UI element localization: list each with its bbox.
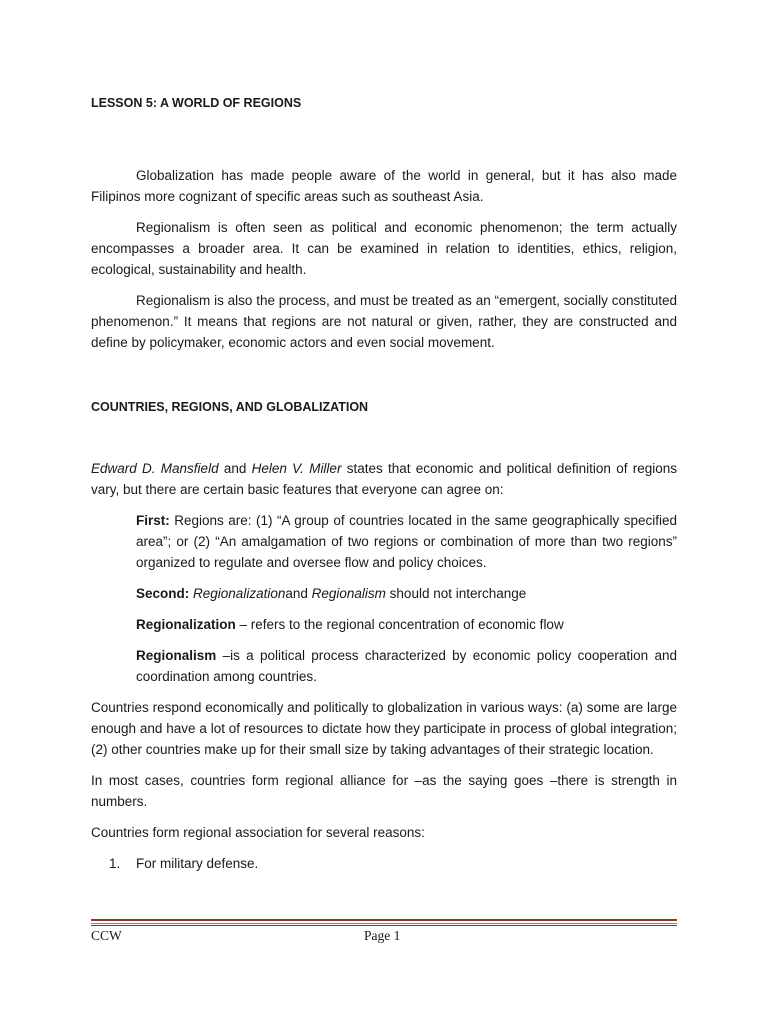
first-feature — [136, 510, 677, 573]
list-item — [109, 853, 677, 874]
second-text: should not interchange — [385, 586, 527, 601]
footer-rule-line — [91, 923, 677, 924]
intro-paragraph-1: Globalization has made people aware of the world in general, but it has also made Filipinos more cognizant of specific areas such as southeast Asia. — [91, 168, 677, 204]
mansfield-and: and — [218, 461, 252, 476]
second-term-regionalization: Regionalization — [193, 586, 286, 601]
author-mansfield: Edward D. Mansfield — [91, 461, 219, 476]
mansfield-text: states that economic and political definition of regions vary, but there are certain basic features that everyone can agree on: — [91, 461, 677, 497]
list-item-text: For military defense. — [136, 856, 259, 871]
section-title: COUNTRIES, REGIONS, AND GLOBALIZATION — [91, 400, 369, 414]
countries-respond-paragraph: Countries respond economically and politically to globalization in various ways: (a) some are large enough and have a lot of resources to dictate how they participate in process of global integration; (2) other countries make up for their small size by taking advantages of their strategic location. — [91, 700, 677, 757]
second-feature — [136, 583, 677, 604]
regionalism-definition — [136, 645, 677, 687]
mansfield-paragraph — [91, 458, 677, 500]
regionalism-label: Regionalism — [136, 648, 217, 663]
regionalization-label: Regionalization — [136, 617, 236, 632]
intro-paragraph-2: Regionalism is often seen as political and economic phenomenon; the term actually encompasses a broader area. It can be examined in relation to identities, ethics, religion, ecological, sustainability and health. — [91, 220, 677, 277]
footer-rule-line — [91, 919, 677, 921]
regionalization-definition — [136, 614, 677, 635]
list-item-number: 1. — [109, 856, 121, 871]
footer-rule — [91, 919, 677, 926]
author-miller: Helen V. Miller — [251, 461, 342, 476]
second-and: and — [285, 586, 312, 601]
document-body — [91, 94, 677, 874]
reasons-list — [91, 853, 677, 874]
second-term-regionalism: Regionalism — [311, 586, 386, 601]
page-number: Page 1 — [364, 928, 401, 943]
regionalization-text: – refers to the regional concentration of economic flow — [235, 617, 564, 632]
first-text: Regions are: (1) “A group of countries located in the same geographically specified area”; or (2) “An amalgamation of two regions or combination of more than two regions” organized to regulate and oversee flow and policy choices. — [136, 513, 677, 570]
footer-rule-line — [91, 925, 677, 926]
most-cases-paragraph: In most cases, countries form regional alliance for –as the saying goes –there is strength in numbers. — [91, 773, 677, 809]
first-label: First: — [136, 513, 170, 528]
footer-left-label: CCW — [91, 928, 122, 943]
second-label: Second: — [136, 586, 190, 601]
reasons-paragraph: Countries form regional association for several reasons: — [91, 825, 425, 840]
intro-paragraph-3: Regionalism is also the process, and must be treated as an “emergent, socially constituted phenomenon.” It means that regions are not natural or given, rather, they are constructed and define by policymaker, economic actors and even social movement. — [91, 293, 677, 350]
regionalism-text: –is a political process characterized by economic policy cooperation and coordination among countries. — [136, 648, 677, 684]
lesson-title: LESSON 5: A WORLD OF REGIONS — [91, 96, 302, 110]
